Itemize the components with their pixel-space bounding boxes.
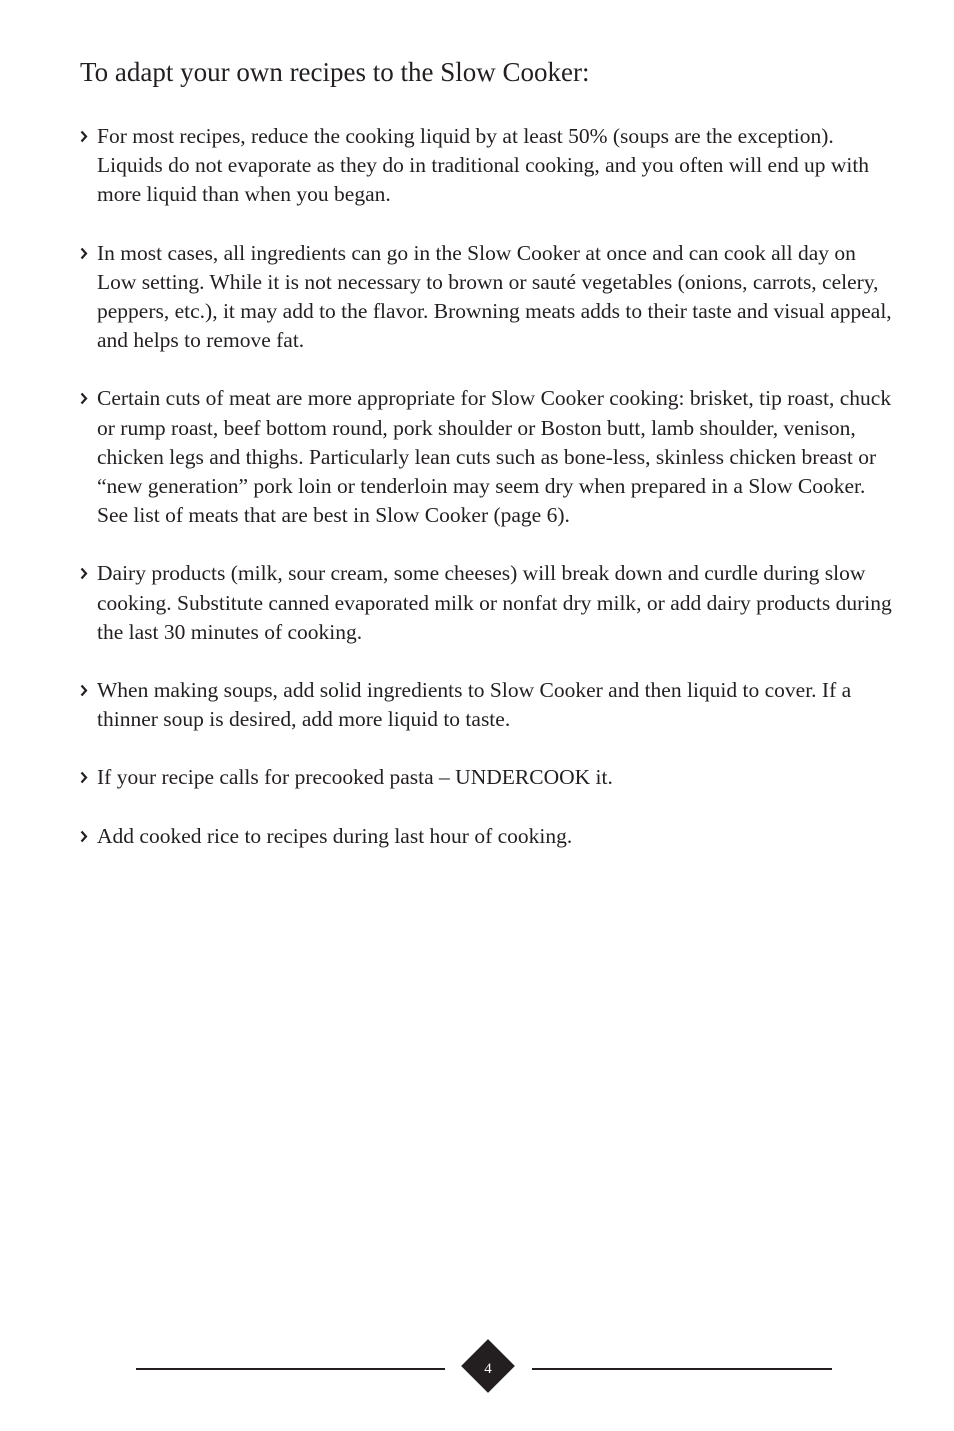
tip-item xyxy=(78,763,896,792)
tip-text: Certain cuts of meat are more appropriate for Slow Cooker cooking: brisket, tip roast, chuck or rump roast, beef bottom round, pork shoulder or Boston butt, lamb shoulder, venison, chicken legs and thighs. Particularly lean cuts such as bone-less, skinless chicken breast or “new generation” pork loin or tenderloin may seem dry when prepared in a Slow Cooker. See list of meats that are best in Slow Cooker (page 6). xyxy=(97,386,892,528)
footer-rule-left xyxy=(136,1368,445,1370)
tip-text: When making soups, add solid ingredients to Slow Cooker and then liquid to cover. If a thinner soup is desired, add more liquid to taste. xyxy=(97,678,852,732)
tip-text: If your recipe calls for precooked pasta – UNDERCOOK it. xyxy=(97,765,613,790)
chevron-right-icon xyxy=(78,122,90,151)
chevron-right-icon xyxy=(78,384,90,413)
tip-item xyxy=(78,122,896,210)
page-number: 4 xyxy=(484,1361,492,1377)
tip-text: Add cooked rice to recipes during last hour of cooking. xyxy=(97,823,573,848)
chevron-right-icon xyxy=(78,676,90,705)
tip-text: For most recipes, reduce the cooking liquid by at least 50% (soups are the exception). Liquids do not evaporate as they do in traditional cooking, and you often will end up with more liquid than when you began. xyxy=(97,124,870,207)
chevron-right-icon xyxy=(78,822,90,851)
tip-item xyxy=(78,676,896,734)
chevron-right-icon xyxy=(78,559,90,588)
chevron-right-icon xyxy=(78,239,90,268)
tip-text: In most cases, all ingredients can go in the Slow Cooker at once and can cook all day on Low setting. While it is not necessary to brown or sauté vegetables (onions, carrots, celery, peppers, etc.), it may add to the flavor. Browning meats adds to their taste and visual appeal, and helps to remove fat. xyxy=(97,240,892,353)
tip-text: Dairy products (milk, sour cream, some cheeses) will break down and curdle during slow cooking. Substitute canned evaporated milk or nonfat dry milk, or add dairy products during the last 30 minutes of cooking. xyxy=(97,561,892,644)
footer-rule-right xyxy=(532,1368,832,1370)
tip-item xyxy=(78,239,896,356)
tip-item xyxy=(78,559,896,647)
page-heading: To adapt your own recipes to the Slow Cooker: xyxy=(80,57,590,87)
tip-item xyxy=(78,384,896,530)
page-footer xyxy=(0,1338,954,1398)
tip-item xyxy=(78,822,896,851)
tips-list xyxy=(78,122,896,880)
chevron-right-icon xyxy=(78,763,90,792)
